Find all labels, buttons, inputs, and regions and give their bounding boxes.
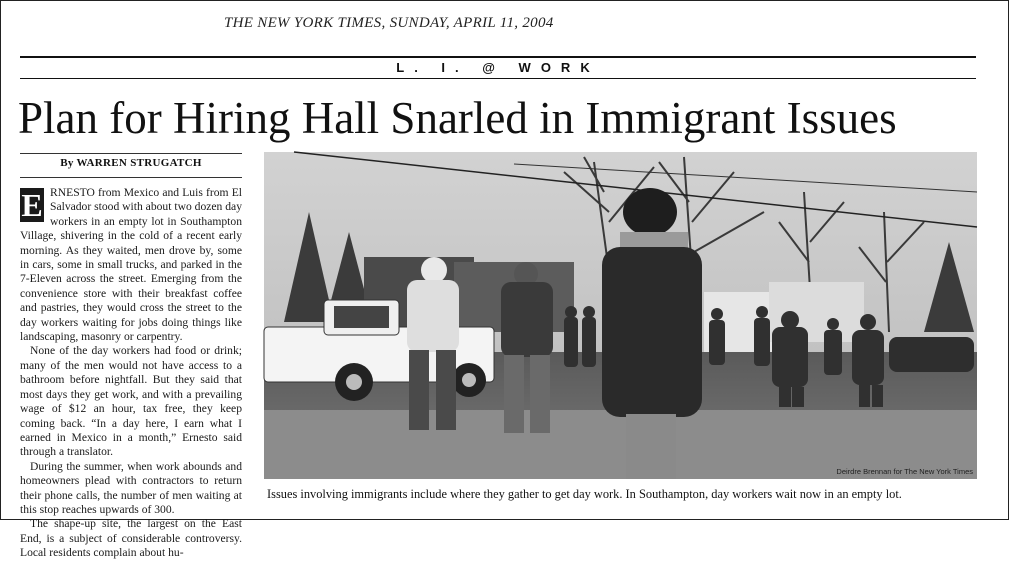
byline-rule-top xyxy=(20,153,242,154)
byline-rule-bottom xyxy=(20,177,242,178)
drop-cap: E xyxy=(21,187,43,223)
section-rubric: L. I. @ WORK xyxy=(396,60,600,75)
paragraph-1 xyxy=(20,186,242,344)
news-photo xyxy=(264,152,977,479)
sedan xyxy=(889,337,974,372)
paragraph-3: During the summer, when work abounds and homeowners plead with contractors to return their phone calls, the number of men waiting at this stop reaches upwards of 300. xyxy=(20,459,242,516)
section-rule-top xyxy=(20,56,976,58)
paragraph-2: None of the day workers had food or drink; many of the men would not have access to a bathroom before nightfall. But they said that most days they get work, and with a prevailing wage of $12 an hour, tax free, they keep coming back. “In a day here, I earn what I earned in Mexico in a month,” Ernesto said through a translator. xyxy=(20,344,242,459)
photo-illustration xyxy=(264,152,977,479)
headline: Plan for Hiring Hall Snarled in Immigrant Issues xyxy=(18,93,897,143)
paragraph-1-text: RNESTO from Mexico and Luis from El Salvador stood with about two dozen day workers in an empty lot in Southampton Village, shivering in the cold of a recent early morning. As they waited, men drove by, some in cars, some in small trucks, and parked in the 7-Eleven across the street. Emerging from the convenience store with their breakfast coffee and pastries, they would cross the street to the day workers waiting for jobs doing things like landscaping, masonry or carpentry. xyxy=(20,186,242,344)
dateline: THE NEW YORK TIMES, SUNDAY, APRIL 11, 2004 xyxy=(224,15,554,31)
paragraph-4: The shape-up site, the largest on the East End, is a subject of considerable controversy. Local residents complain about hu- xyxy=(20,517,242,560)
article-column xyxy=(20,186,242,560)
photo-caption: Issues involving immigrants include where they gather to get day work. In Southampton, day workers wait now in an empty lot. xyxy=(267,487,902,501)
section-rule-bottom xyxy=(20,78,976,79)
byline: By WARREN STRUGATCH xyxy=(60,157,202,169)
photo-credit: Deirdre Brennan for The New York Times xyxy=(836,467,973,476)
